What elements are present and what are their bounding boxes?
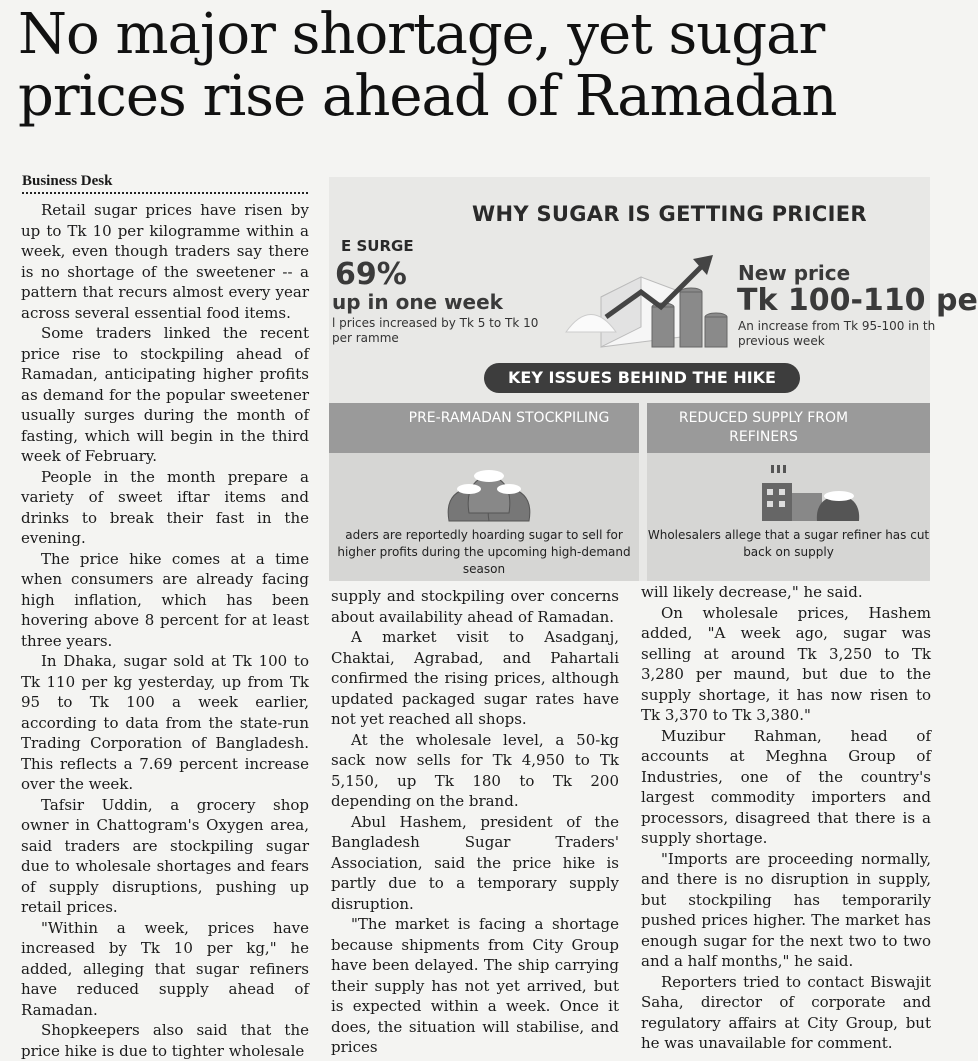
article-column-1: [21, 200, 309, 1061]
panel-stockpiling-description: aders are reportedly hoarding sugar to sell for higher profits during the upcoming high-demand season: [337, 528, 631, 576]
byline-block: [22, 173, 308, 194]
surge-description: l prices increased by Tk 5 to Tk 10 per ramme: [332, 316, 539, 345]
paragraph: Retail sugar prices have risen by up to Tk 10 per kilogramme within a week, even though traders say there is no shortage of the sweetener -- a pattern that recurs almost every year across several essential food items.: [21, 201, 309, 322]
surge-percent: 69%: [335, 257, 407, 292]
new-price-label: New price: [738, 261, 851, 285]
sugar-price-chart-icon: [561, 237, 741, 357]
byline: Business Desk: [22, 173, 308, 194]
factory-icon: [757, 463, 867, 523]
surge-label: E SURGE: [341, 237, 414, 255]
paragraph: will likely decrease," he said.: [641, 583, 863, 601]
panel-refiners-description: Wholesalers allege that a sugar refiner has cut back on supply: [647, 528, 930, 559]
key-issues-banner: KEY ISSUES BEHIND THE HIKE: [484, 363, 800, 393]
paragraph: In Dhaka, sugar sold at Tk 100 to Tk 110 per kg yesterday, up from Tk 95 to Tk 100 a week earlier, according to data from the state-run Trading Corporation of Bangladesh. This reflects a 7.69 percent increase over the week.: [21, 652, 309, 793]
panel-stockpiling: [329, 403, 639, 581]
new-price-value: Tk 100-110 pe: [737, 283, 978, 318]
article-column-3: [641, 582, 931, 1054]
paragraph: At the wholesale level, a 50-kg sack now sells for Tk 4,950 to Tk 5,150, up Tk 180 to Tk 200 depending on the brand.: [331, 730, 619, 810]
infographic: [329, 177, 978, 581]
sugar-sacks-icon: [439, 463, 539, 523]
panel-refiners: [647, 403, 930, 581]
paragraph: People in the month prepare a variety of sweet iftar items and drinks to break their fast in the evening.: [21, 467, 309, 547]
paragraph: "Imports are proceeding normally, and there is no disruption in supply, but stockpiling has temporarily pushed prices higher. The market has enough sugar for the next two to two and a half months," he said.: [641, 849, 931, 970]
article-column-2: [331, 586, 619, 1058]
paragraph: Reporters tried to contact Biswajit Saha, director of corporate and regulatory affairs at City Group, but he was unavailable for comment.: [641, 972, 931, 1052]
headline: No major shortage, yet sugar prices rise ahead of Ramadan: [18, 2, 837, 129]
paragraph: Shopkeepers also said that the price hike is due to tighter wholesale: [21, 1021, 309, 1060]
panel-refiners-title: REDUCED SUPPLY FROM REFINERS: [647, 403, 930, 453]
paragraph: "Within a week, prices have increased by Tk 10 per kg," he added, alleging that sugar refiners have reduced supply ahead of Ramadan.: [21, 918, 309, 1019]
paragraph: Abul Hashem, president of the Bangladesh Sugar Traders' Association, said the price hike is partly due to a temporary supply disruption.: [331, 812, 619, 913]
paragraph: On wholesale prices, Hashem added, "A week ago, sugar was selling at around Tk 3,250 to Tk 3,280 per maund, but due to the supply shortage, it has now risen to Tk 3,370 to Tk 3,380.": [641, 603, 931, 724]
paragraph: Tafsir Uddin, a grocery shop owner in Chattogram's Oxygen area, said traders are stockpiling sugar due to wholesale shortages and fears of supply disruptions, pushing up retail prices.: [21, 795, 309, 916]
paragraph: Some traders linked the recent price rise to stockpiling ahead of Ramadan, anticipating higher profits as demand for the popular sweetener usually surges during the month of fasting, which will begin in the third week of February.: [21, 324, 309, 465]
surge-subtitle: up in one week: [332, 290, 503, 314]
paragraph: "The market is facing a shortage because shipments from City Group have been delayed. The ship carrying their supply has not yet arrived, but is expected within a week. Once it does, the situation will stabilise, and prices: [331, 915, 619, 1056]
paragraph: The price hike comes at a time when consumers are already facing high inflation, which has been hovering above 8 percent for at least three years.: [21, 549, 309, 650]
paragraph: Muzibur Rahman, head of accounts at Meghna Group of Industries, one of the country's largest commodity importers and processors, disagreed that there is a supply shortage.: [641, 726, 931, 847]
panel-stockpiling-title: PRE-RAMADAN STOCKPILING: [329, 403, 639, 453]
new-price-description: An increase from Tk 95-100 in th previous week: [738, 319, 936, 348]
infographic-title: WHY SUGAR IS GETTING PRICIER: [472, 202, 867, 226]
paragraph: supply and stockpiling over concerns about availability ahead of Ramadan.: [331, 587, 619, 626]
paragraph: A market visit to Asadganj, Chaktai, Agrabad, and Pahartali confirmed the rising prices, although updated packaged sugar rates have not yet reached all shops.: [331, 628, 619, 728]
